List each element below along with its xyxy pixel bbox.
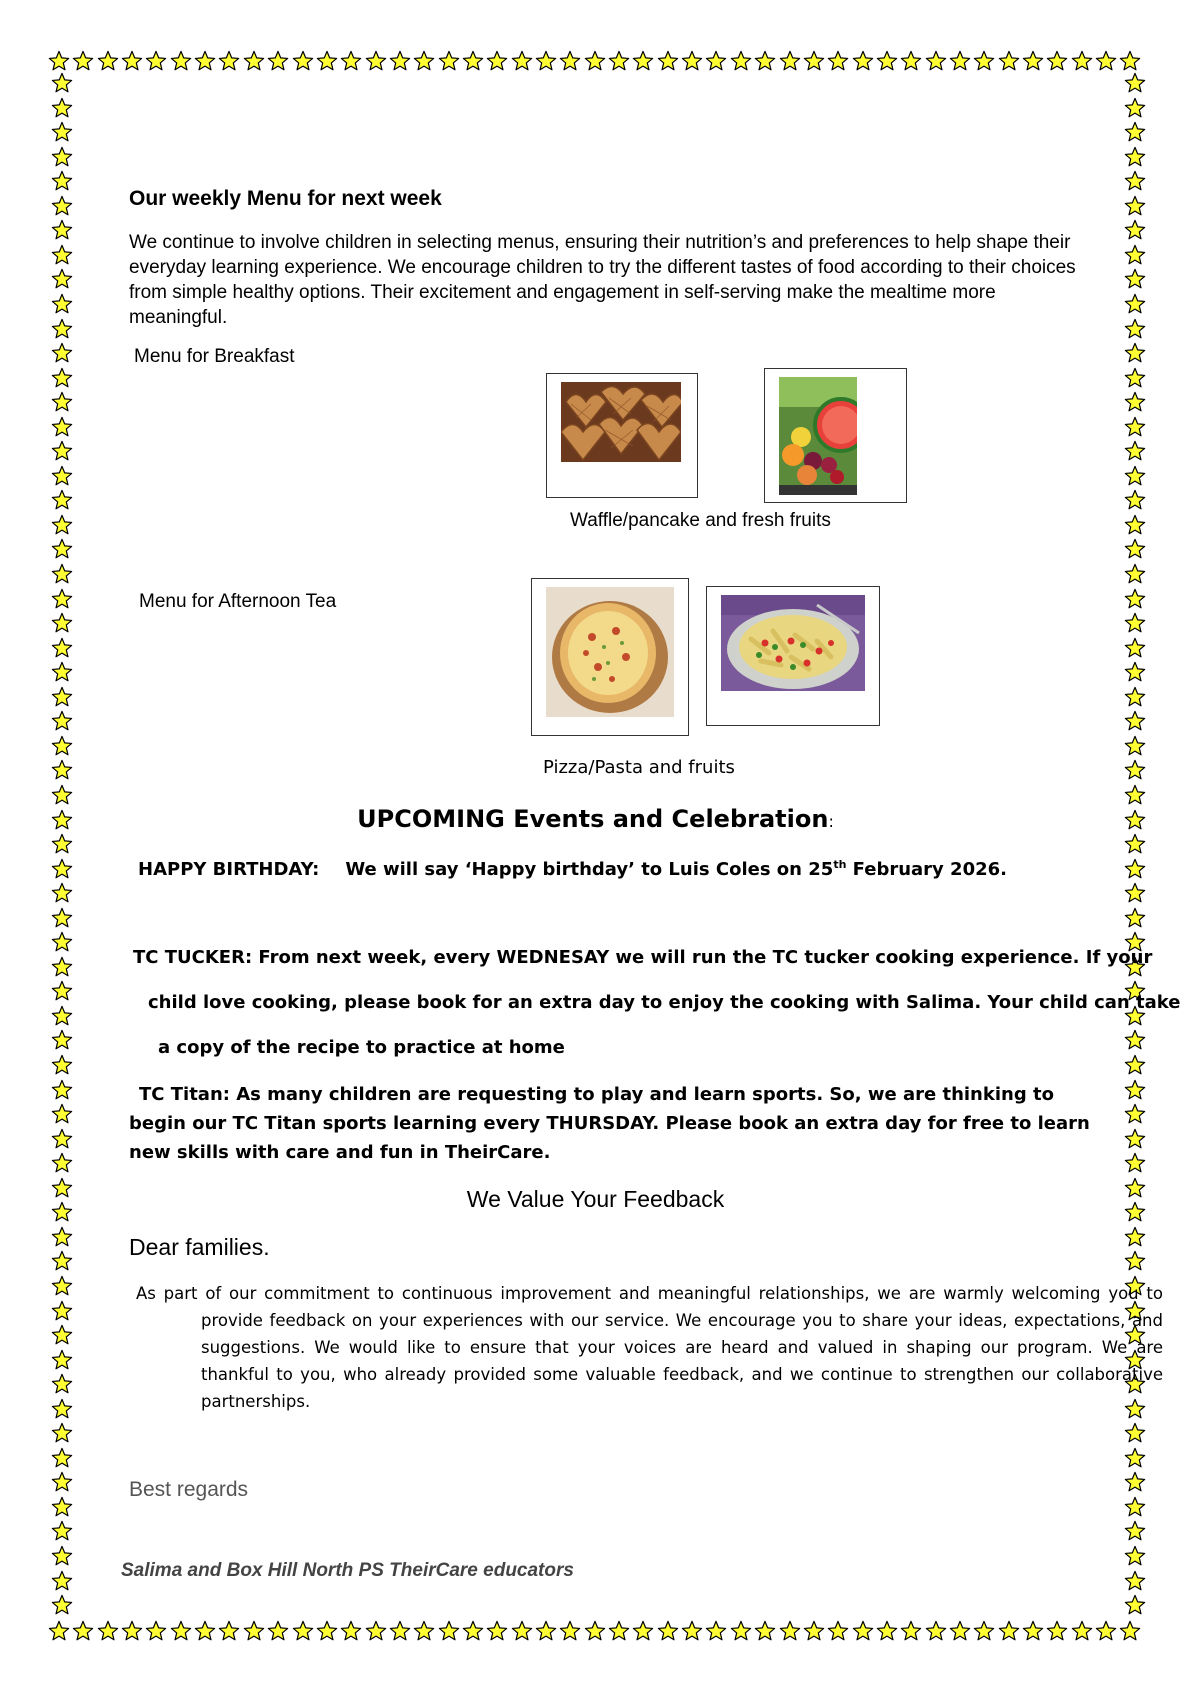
star-icon	[1124, 121, 1146, 143]
breakfast-caption: Waffle/pancake and fresh fruits	[570, 510, 831, 531]
star-icon	[730, 1620, 752, 1642]
star-icon	[1046, 50, 1068, 72]
star-icon	[243, 1620, 265, 1642]
star-icon	[803, 50, 825, 72]
star-icon	[730, 50, 752, 72]
star-icon	[1124, 244, 1146, 266]
star-icon	[632, 1620, 654, 1642]
star-icon	[51, 956, 73, 978]
star-icon	[511, 50, 533, 72]
star-icon	[608, 1620, 630, 1642]
star-icon	[51, 588, 73, 610]
star-icon	[51, 1079, 73, 1101]
star-icon	[218, 50, 240, 72]
star-icon	[316, 50, 338, 72]
star-border-top	[48, 48, 1143, 76]
star-icon	[48, 1620, 70, 1642]
star-icon	[584, 50, 606, 72]
breakfast-label: Menu for Breakfast	[134, 346, 295, 367]
star-icon	[292, 50, 314, 72]
star-icon	[1124, 367, 1146, 389]
pizza-photo-frame	[531, 578, 689, 736]
star-icon	[1124, 1054, 1146, 1076]
star-icon	[1124, 514, 1146, 536]
star-icon	[1124, 1079, 1146, 1101]
star-icon	[1124, 293, 1146, 315]
star-icon	[511, 1620, 533, 1642]
star-icon	[1124, 72, 1146, 94]
star-icon	[51, 1103, 73, 1125]
star-icon	[657, 50, 679, 72]
star-icon	[51, 318, 73, 340]
star-icon	[754, 1620, 776, 1642]
birthday-sup: th	[833, 858, 847, 871]
star-icon	[754, 50, 776, 72]
star-icon	[243, 50, 265, 72]
star-icon	[1124, 1029, 1146, 1051]
star-icon	[1124, 1226, 1146, 1248]
star-icon	[170, 1620, 192, 1642]
star-icon	[51, 1300, 73, 1322]
star-icon	[51, 612, 73, 634]
star-icon	[51, 1226, 73, 1248]
star-icon	[51, 1520, 73, 1542]
star-icon	[900, 1620, 922, 1642]
star-icon	[657, 1620, 679, 1642]
star-icon	[292, 1620, 314, 1642]
menu-heading: Our weekly Menu for next week	[129, 187, 442, 210]
star-icon	[51, 1250, 73, 1272]
star-icon	[51, 1152, 73, 1174]
star-icon	[51, 195, 73, 217]
tucker-line-3: a copy of the recipe to practice at home	[158, 1037, 565, 1058]
star-icon	[1124, 1545, 1146, 1567]
star-icon	[779, 50, 801, 72]
star-icon	[998, 50, 1020, 72]
star-icon	[51, 931, 73, 953]
star-icon	[51, 1349, 73, 1371]
star-icon	[51, 637, 73, 659]
birthday-text: We will say ‘Happy birthday’ to Luis Coles on 25	[345, 859, 834, 880]
star-icon	[51, 759, 73, 781]
star-icon	[535, 50, 557, 72]
star-icon	[1124, 588, 1146, 610]
birthday-line	[138, 858, 1007, 880]
star-icon	[51, 367, 73, 389]
star-icon	[1124, 1471, 1146, 1493]
star-icon	[1124, 735, 1146, 757]
star-icon	[1022, 1620, 1044, 1642]
tucker-line-2: child love cooking, please book for an extra day to enjoy the cooking with Salima. Your child can take	[148, 992, 1181, 1013]
pizza-photo	[546, 587, 674, 717]
star-icon	[973, 50, 995, 72]
star-icon	[1124, 1594, 1146, 1616]
feedback-greeting: Dear families.	[129, 1234, 270, 1260]
events-title-text: UPCOMING Events and Celebration	[357, 805, 829, 833]
star-icon	[194, 50, 216, 72]
star-icon	[389, 50, 411, 72]
star-icon	[194, 1620, 216, 1642]
star-icon	[51, 1128, 73, 1150]
star-icon	[876, 1620, 898, 1642]
star-icon	[48, 50, 70, 72]
star-icon	[97, 50, 119, 72]
star-icon	[340, 1620, 362, 1642]
star-icon	[632, 50, 654, 72]
star-icon	[1124, 833, 1146, 855]
star-icon	[438, 50, 460, 72]
star-icon	[51, 121, 73, 143]
star-icon	[1124, 858, 1146, 880]
star-icon	[1124, 784, 1146, 806]
star-icon	[486, 1620, 508, 1642]
star-icon	[51, 293, 73, 315]
star-icon	[51, 784, 73, 806]
star-icon	[389, 1620, 411, 1642]
star-icon	[1119, 1620, 1141, 1642]
star-icon	[1124, 342, 1146, 364]
star-icon	[1124, 465, 1146, 487]
star-icon	[218, 1620, 240, 1642]
star-icon	[51, 244, 73, 266]
afternoon-tea-label: Menu for Afternoon Tea	[139, 591, 337, 612]
tucker-line-1: TC TUCKER: From next week, every WEDNESAY we will run the TC tucker cooking experience. If your	[133, 947, 1153, 968]
star-icon	[365, 1620, 387, 1642]
star-icon	[949, 1620, 971, 1642]
star-icon	[267, 50, 289, 72]
closing: Best regards	[129, 1478, 249, 1501]
afternoon-tea-caption: Pizza/Pasta and fruits	[543, 757, 735, 778]
star-icon	[51, 1496, 73, 1518]
star-icon	[1124, 1520, 1146, 1542]
star-icon	[97, 1620, 119, 1642]
star-icon	[1124, 1447, 1146, 1469]
star-icon	[51, 489, 73, 511]
star-icon	[1124, 759, 1146, 781]
menu-intro: We continue to involve children in selecting menus, ensuring their nutrition’s and preferences to help shape their everyday learning experience. We encourage children to try the different tastes of food according to their choices from simple healthy options. Their excitement and engagement in self-serving make the mealtime more meaningful.	[129, 232, 1076, 328]
star-icon	[1124, 1152, 1146, 1174]
star-icon	[51, 268, 73, 290]
star-icon	[1124, 391, 1146, 413]
star-icon	[949, 50, 971, 72]
star-icon	[535, 1620, 557, 1642]
star-icon	[1124, 97, 1146, 119]
star-icon	[170, 50, 192, 72]
star-border-bottom	[48, 1618, 1143, 1646]
star-icon	[608, 50, 630, 72]
star-icon	[51, 735, 73, 757]
feedback-title: We Value Your Feedback	[466, 1186, 725, 1212]
star-icon	[1124, 538, 1146, 560]
star-icon	[705, 50, 727, 72]
star-icon	[462, 50, 484, 72]
fruit-photo	[779, 377, 857, 495]
star-icon	[51, 1471, 73, 1493]
star-icon	[51, 882, 73, 904]
star-icon	[1119, 50, 1141, 72]
star-icon	[145, 50, 167, 72]
star-icon	[51, 465, 73, 487]
star-icon	[900, 50, 922, 72]
pasta-photo	[721, 595, 865, 691]
star-icon	[51, 146, 73, 168]
star-icon	[1124, 1128, 1146, 1150]
star-icon	[51, 1422, 73, 1444]
star-icon	[51, 514, 73, 536]
star-icon	[1124, 1570, 1146, 1592]
star-icon	[51, 1005, 73, 1027]
star-icon	[51, 170, 73, 192]
star-border-left	[49, 72, 77, 1618]
star-icon	[1022, 50, 1044, 72]
star-icon	[51, 980, 73, 1002]
star-icon	[121, 50, 143, 72]
star-icon	[51, 1570, 73, 1592]
waffle-photo	[561, 382, 681, 462]
signature: Salima and Box Hill North PS TheirCare educators	[121, 1560, 574, 1581]
star-icon	[559, 1620, 581, 1642]
star-icon	[72, 50, 94, 72]
star-icon	[316, 1620, 338, 1642]
star-icon	[1124, 686, 1146, 708]
star-icon	[51, 833, 73, 855]
star-icon	[51, 391, 73, 413]
star-icon	[340, 50, 362, 72]
star-icon	[462, 1620, 484, 1642]
star-icon	[827, 50, 849, 72]
star-icon	[413, 1620, 435, 1642]
star-icon	[51, 686, 73, 708]
star-icon	[51, 1324, 73, 1346]
events-title	[0, 805, 1191, 833]
star-icon	[1124, 318, 1146, 340]
star-icon	[51, 72, 73, 94]
star-icon	[1095, 1620, 1117, 1642]
star-icon	[998, 1620, 1020, 1642]
star-icon	[779, 1620, 801, 1642]
titan-paragraph: TC Titan: As many children are requesting to play and learn sports. So, we are thinking to begin our TC Titan sports learning every THURSDAY. Please book an extra day for free to learn new skills with care and fun in TheirCare.	[129, 1084, 1090, 1163]
star-icon	[1124, 489, 1146, 511]
star-icon	[925, 50, 947, 72]
star-icon	[1124, 146, 1146, 168]
star-icon	[1071, 1620, 1093, 1642]
star-icon	[1124, 1103, 1146, 1125]
birthday-label: HAPPY BIRTHDAY:	[138, 859, 320, 880]
star-icon	[51, 97, 73, 119]
star-icon	[51, 1398, 73, 1420]
star-icon	[1124, 1250, 1146, 1272]
star-icon	[559, 50, 581, 72]
star-icon	[1124, 416, 1146, 438]
events-title-colon: :	[828, 812, 834, 831]
star-icon	[51, 1447, 73, 1469]
waffle-photo-frame	[546, 373, 698, 498]
star-icon	[1124, 612, 1146, 634]
star-icon	[681, 1620, 703, 1642]
star-icon	[1071, 50, 1093, 72]
star-icon	[51, 1373, 73, 1395]
star-icon	[51, 563, 73, 585]
star-icon	[973, 1620, 995, 1642]
pasta-photo-frame	[706, 586, 880, 726]
star-icon	[72, 1620, 94, 1642]
star-icon	[51, 661, 73, 683]
star-icon	[1124, 1496, 1146, 1518]
star-icon	[1124, 170, 1146, 192]
star-icon	[827, 1620, 849, 1642]
star-icon	[51, 416, 73, 438]
feedback-paragraph: As part of our commitment to continuous improvement and meaningful relationships, we are warmly welcoming you to provide feedback on your experiences with our service. We encourage you to share your ideas, expectations, and suggestions. We would like to ensure that your voices are heard and valued in shaping our program. We are thankful to you, who already provided some valuable feedback, and we continue to strengthen our collaborative partnerships.	[136, 1284, 1163, 1411]
star-icon	[267, 1620, 289, 1642]
star-icon	[1124, 195, 1146, 217]
star-icon	[852, 50, 874, 72]
star-icon	[51, 1029, 73, 1051]
star-icon	[1124, 219, 1146, 241]
star-icon	[51, 219, 73, 241]
star-icon	[145, 1620, 167, 1642]
star-icon	[925, 1620, 947, 1642]
star-icon	[51, 440, 73, 462]
birthday-text-end: February 2026.	[846, 859, 1007, 880]
star-icon	[51, 858, 73, 880]
star-icon	[1124, 268, 1146, 290]
star-icon	[438, 1620, 460, 1642]
star-icon	[852, 1620, 874, 1642]
star-icon	[584, 1620, 606, 1642]
star-icon	[1124, 882, 1146, 904]
star-icon	[486, 50, 508, 72]
star-icon	[121, 1620, 143, 1642]
star-icon	[1124, 637, 1146, 659]
star-icon	[51, 342, 73, 364]
star-icon	[803, 1620, 825, 1642]
star-icon	[681, 50, 703, 72]
star-icon	[1124, 563, 1146, 585]
star-icon	[1046, 1620, 1068, 1642]
star-icon	[1124, 907, 1146, 929]
star-icon	[51, 907, 73, 929]
star-icon	[1124, 661, 1146, 683]
star-icon	[51, 1545, 73, 1567]
star-icon	[51, 1275, 73, 1297]
star-icon	[1124, 440, 1146, 462]
star-icon	[705, 1620, 727, 1642]
star-icon	[51, 1054, 73, 1076]
star-icon	[365, 50, 387, 72]
star-icon	[51, 710, 73, 732]
star-icon	[51, 538, 73, 560]
fruit-photo-frame	[764, 368, 907, 503]
star-icon	[1124, 710, 1146, 732]
star-icon	[876, 50, 898, 72]
star-icon	[1124, 1422, 1146, 1444]
star-icon	[413, 50, 435, 72]
star-icon	[1095, 50, 1117, 72]
star-icon	[51, 1594, 73, 1616]
